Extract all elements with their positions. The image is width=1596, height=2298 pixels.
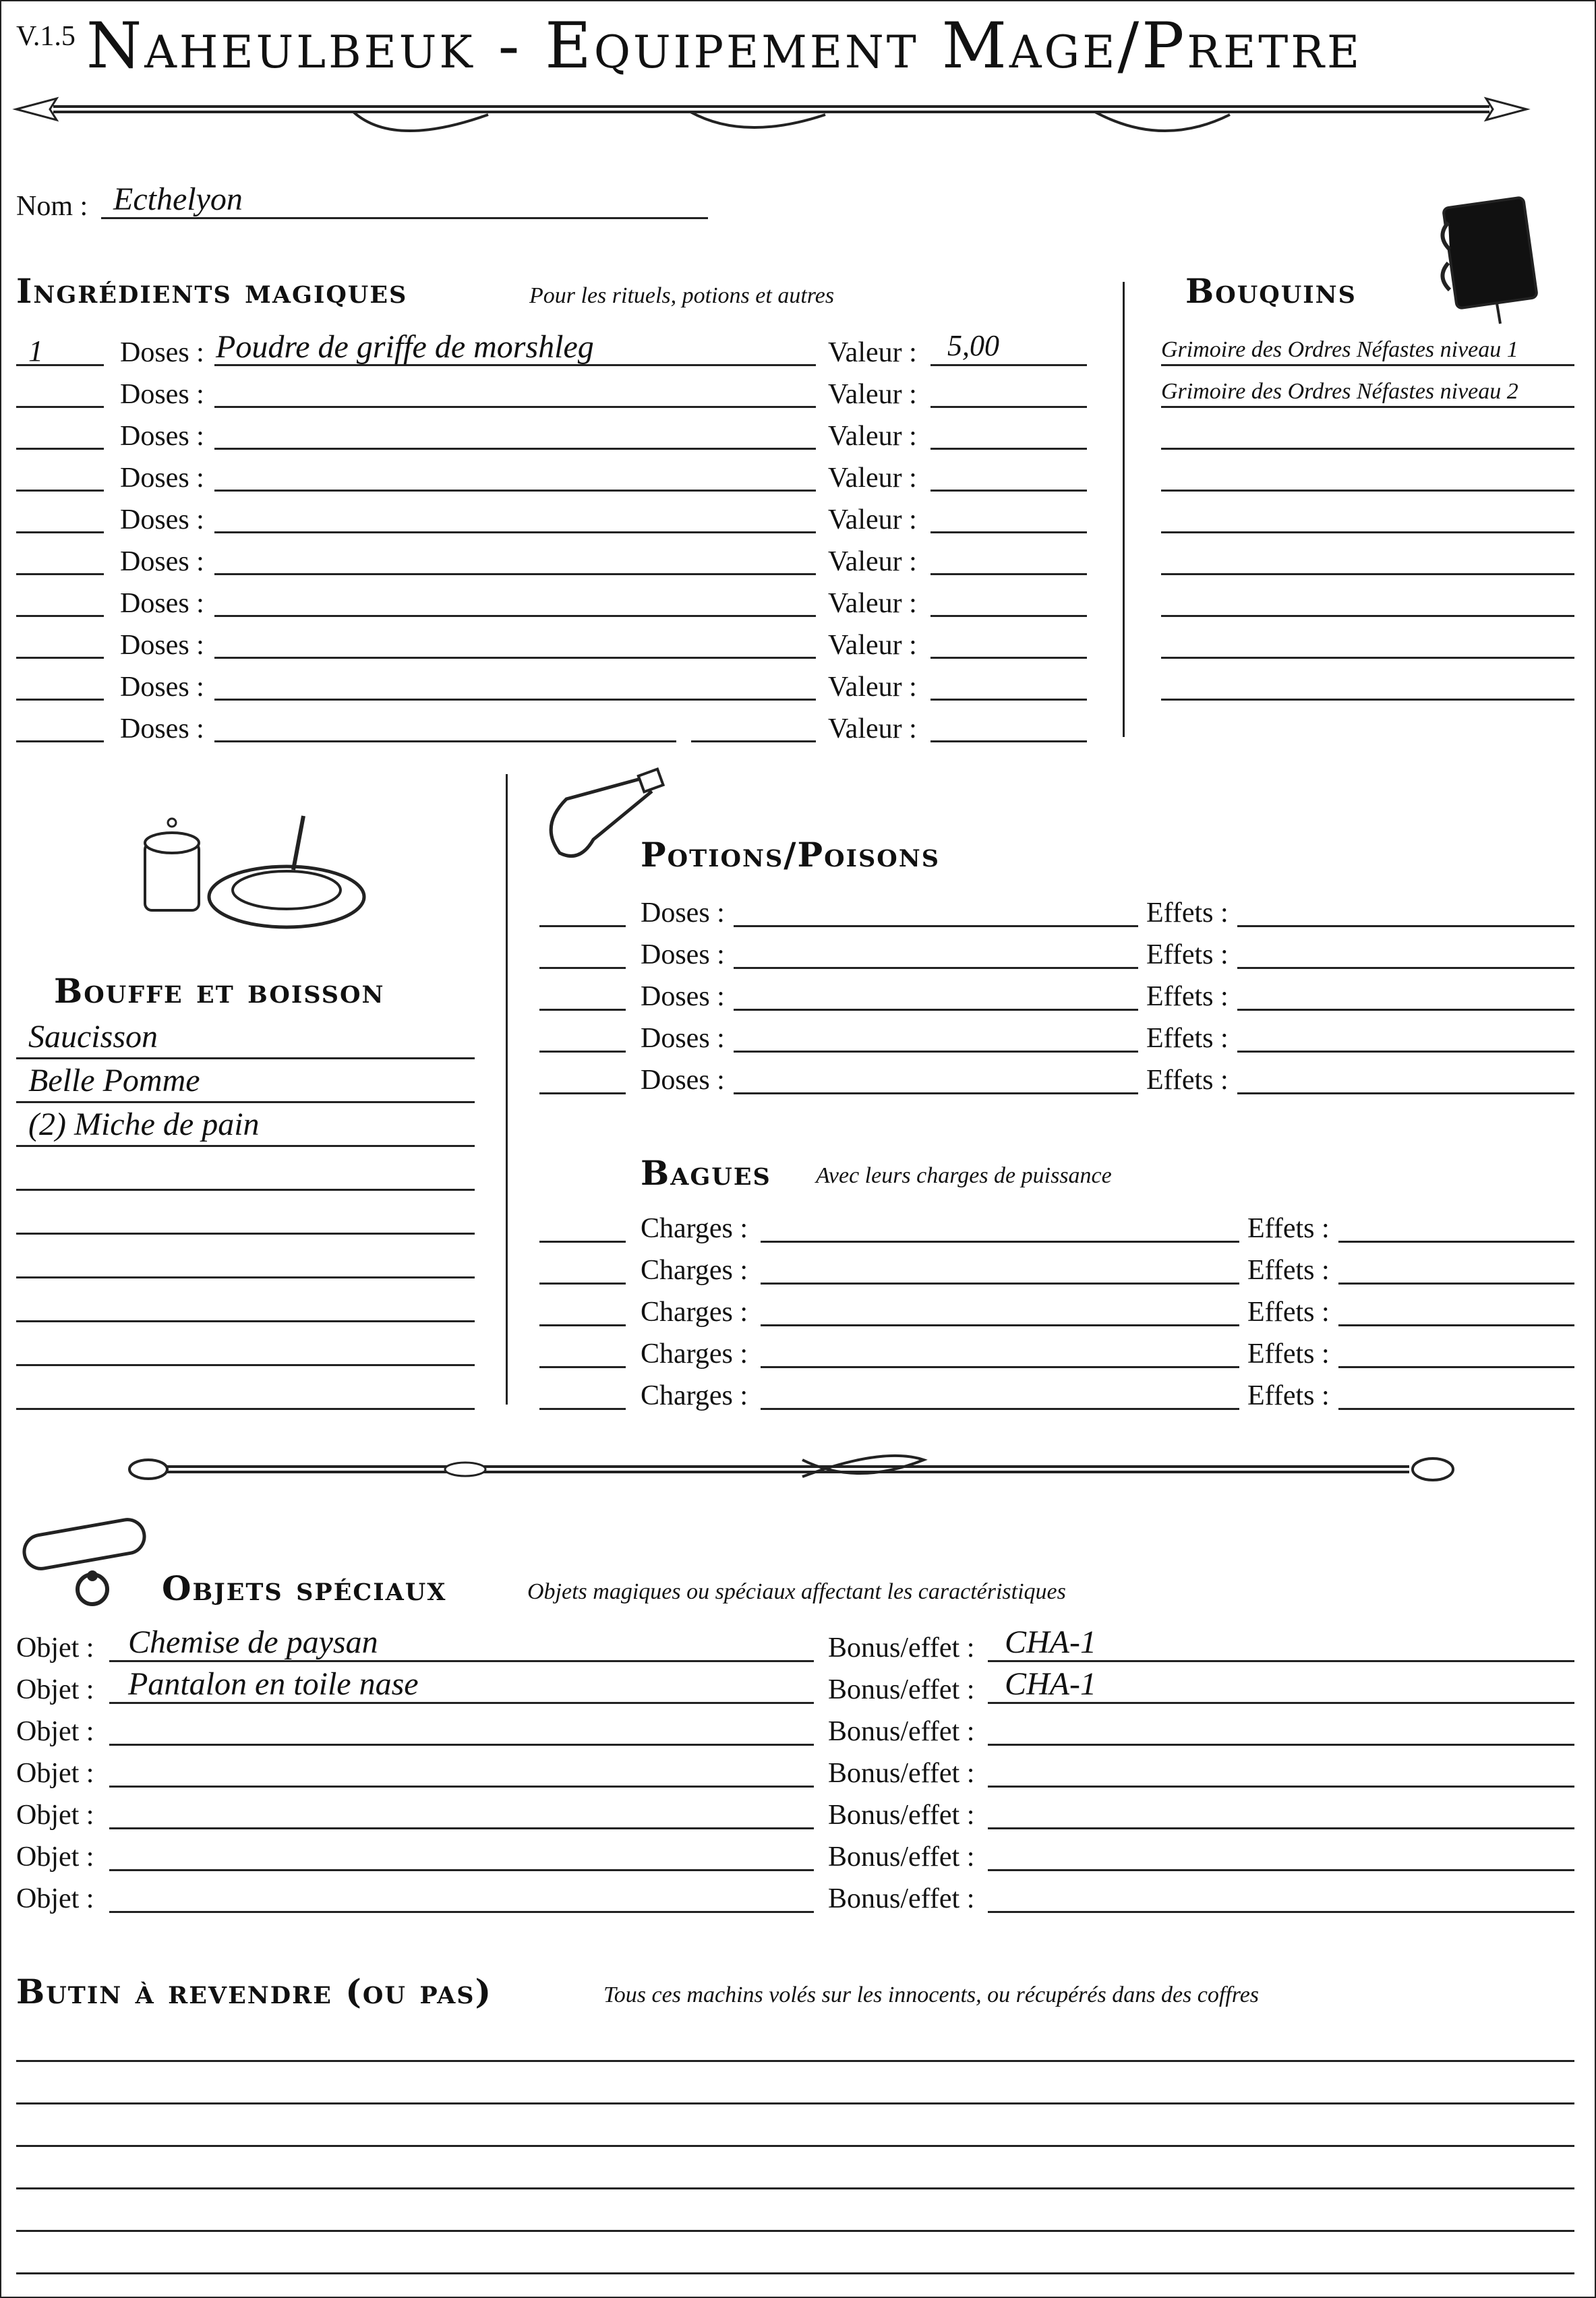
objet-bonus-label: Bonus/effet :	[828, 1758, 975, 1789]
ingredient-valeur-label: Valeur :	[828, 672, 917, 703]
bague-charges-label: Charges :	[641, 1297, 748, 1328]
objet-label: Objet :	[16, 1842, 94, 1873]
bague-qty-line	[539, 1366, 626, 1368]
objet-bonus-line	[988, 1660, 1574, 1662]
bouquin-entry[interactable]: Grimoire des Ordres Néfastes niveau 1	[1161, 337, 1518, 362]
bagues-title: Bagues	[641, 1153, 771, 1193]
bague-effets-label: Effets :	[1247, 1380, 1330, 1411]
bouquin-entry[interactable]: Grimoire des Ordres Néfastes niveau 2	[1161, 379, 1518, 404]
potion-name-line	[734, 967, 1138, 969]
bague-effets-line	[1338, 1241, 1574, 1243]
ingredient-doses-label: Doses :	[120, 504, 204, 535]
objet-bonus-line	[988, 1869, 1574, 1871]
bague-charges-line	[761, 1283, 1239, 1285]
bouffe-line	[16, 1057, 475, 1059]
bouffe-line	[16, 1408, 475, 1410]
potion-effets-label: Effets :	[1146, 981, 1229, 1012]
bouffe-line	[16, 1276, 475, 1278]
ingredient-name-line	[214, 615, 816, 617]
butin-subtitle: Tous ces machins volés sur les innocents, ou récupérés dans des coffres	[603, 1982, 1260, 2007]
bague-charges-label: Charges :	[641, 1255, 748, 1286]
objets-subtitle: Objets magiques ou spéciaux affectant les caractéristiques	[527, 1579, 1066, 1604]
potion-doses-label: Doses :	[641, 981, 725, 1012]
objet-bonus[interactable]: CHA-1	[1005, 1624, 1096, 1660]
objet-name-line	[109, 1786, 814, 1788]
bague-charges-label: Charges :	[641, 1213, 748, 1244]
objet-bonus-line	[988, 1827, 1574, 1829]
potion-qty-line	[539, 925, 626, 927]
potion-effets-label: Effets :	[1146, 1023, 1229, 1054]
bague-charges-label: Charges :	[641, 1380, 748, 1411]
bague-qty-line	[539, 1408, 626, 1410]
ingredient-name-line	[214, 740, 676, 742]
bague-effets-line	[1338, 1324, 1574, 1326]
ingredient-value-line	[930, 490, 1087, 492]
ingredient-value-line	[930, 699, 1087, 701]
potion-doses-label: Doses :	[641, 897, 725, 929]
ingredient-valeur-label: Valeur :	[828, 588, 917, 619]
butin-line	[16, 2060, 1574, 2062]
bouquins-title: Bouquins	[1185, 271, 1357, 311]
potion-doses-label: Doses :	[641, 1023, 725, 1054]
potion-effets-line	[1237, 1092, 1574, 1094]
book-icon	[1436, 196, 1551, 317]
ingredient-doses-label: Doses :	[120, 713, 204, 744]
staff-divider-icon	[128, 1446, 1456, 1494]
ingredient-valeur-label: Valeur :	[828, 463, 917, 494]
ingredient-name-line	[214, 657, 816, 659]
butin-line	[16, 2145, 1574, 2147]
version-label: V.1.5	[16, 21, 76, 52]
ingredient-value-line	[930, 740, 1087, 742]
objet-label: Objet :	[16, 1758, 94, 1789]
potion-effets-label: Effets :	[1146, 1065, 1229, 1096]
ingredient-name-line	[214, 573, 816, 575]
objet-label: Objet :	[16, 1716, 94, 1747]
objet-bonus-line	[988, 1911, 1574, 1913]
ingredient-name[interactable]: Poudre de griffe de morshleg	[216, 329, 594, 365]
ingredient-valeur-label: Valeur :	[828, 546, 917, 577]
ingredient-value-line	[930, 364, 1087, 366]
ingredient-doses-label: Doses :	[120, 630, 204, 661]
ingredients-subtitle: Pour les rituels, potions et autres	[529, 283, 835, 308]
butin-line	[16, 2272, 1574, 2274]
ingredient-valeur-label: Valeur :	[828, 379, 917, 410]
objet-bonus-label: Bonus/effet :	[828, 1883, 975, 1914]
bouffe-line	[16, 1364, 475, 1366]
bague-effets-label: Effets :	[1247, 1338, 1330, 1369]
name-value[interactable]: Ecthelyon	[113, 181, 243, 217]
objet-name-line	[109, 1744, 814, 1746]
ingredient-value-line	[930, 448, 1087, 450]
bague-charges-line	[761, 1408, 1239, 1410]
bague-charges-line	[761, 1241, 1239, 1243]
ingredient-value-line	[930, 573, 1087, 575]
objet-label: Objet :	[16, 1674, 94, 1705]
ingredient-valeur-label: Valeur :	[828, 713, 917, 744]
bague-effets-label: Effets :	[1247, 1213, 1330, 1244]
bouquin-line	[1161, 615, 1574, 617]
bouquin-line	[1161, 573, 1574, 575]
ingredient-qty-line	[16, 615, 104, 617]
bague-charges-label: Charges :	[641, 1338, 748, 1369]
butin-title: Butin à revendre (ou pas)	[16, 1972, 493, 2011]
ingredient-name-line	[691, 740, 816, 742]
objet-name-line	[109, 1660, 814, 1662]
ingredients-title: Ingrédients magiques	[16, 271, 408, 311]
bouquin-line	[1161, 490, 1574, 492]
objet-bonus-label: Bonus/effet :	[828, 1842, 975, 1873]
bouffe-title: Bouffe et boisson	[54, 971, 385, 1011]
bouquin-line	[1161, 448, 1574, 450]
objet-name[interactable]: Chemise de paysan	[128, 1624, 378, 1660]
ingredient-name-line	[214, 490, 816, 492]
food-plate-icon	[138, 802, 374, 937]
bouffe-entry[interactable]: Saucisson	[28, 1019, 158, 1055]
potion-effets-line	[1237, 1051, 1574, 1053]
potions-title: Potions/Poisons	[641, 835, 941, 875]
bouffe-entry[interactable]: Belle Pomme	[28, 1063, 200, 1098]
bouffe-line	[16, 1101, 475, 1103]
ingredient-value-line	[930, 615, 1087, 617]
ingredient-name-line	[214, 448, 816, 450]
potion-name-line	[734, 1009, 1138, 1011]
potion-effets-label: Effets :	[1146, 897, 1229, 929]
objet-name[interactable]: Pantalon en toile nase	[128, 1666, 419, 1702]
bouffe-line	[16, 1145, 475, 1147]
ingredient-doses-label: Doses :	[120, 546, 204, 577]
ingredient-doses-label: Doses :	[120, 672, 204, 703]
objets-title: Objets spéciaux	[162, 1568, 447, 1608]
butin-line	[16, 2187, 1574, 2189]
bouffe-line	[16, 1233, 475, 1235]
objet-bonus-line	[988, 1786, 1574, 1788]
ingredient-doses-label: Doses :	[120, 463, 204, 494]
scroll-ring-icon	[17, 1514, 152, 1612]
objet-bonus-line	[988, 1702, 1574, 1704]
potion-name-line	[734, 925, 1138, 927]
bague-charges-line	[761, 1366, 1239, 1368]
potion-name-line	[734, 1051, 1138, 1053]
objet-bonus-line	[988, 1744, 1574, 1746]
bouffe-entry[interactable]: (2) Miche de pain	[28, 1107, 260, 1142]
bouquin-line	[1161, 657, 1574, 659]
ingredient-name-line	[214, 531, 816, 533]
potion-qty-line	[539, 1009, 626, 1011]
bagues-subtitle: Avec leurs charges de puissance	[816, 1163, 1112, 1188]
potion-qty-line	[539, 1051, 626, 1053]
objet-label: Objet :	[16, 1883, 94, 1914]
ingredient-value-line	[930, 406, 1087, 408]
butin-line	[16, 2230, 1574, 2232]
ingredient-qty-line	[16, 448, 104, 450]
page-title: Naheulbeuk - Equipement Mage/Pretre	[86, 9, 1363, 83]
ingredient-valeur-label: Valeur :	[828, 337, 917, 368]
ingredient-valeur-label: Valeur :	[828, 421, 917, 452]
ingredient-value[interactable]: 5,00	[947, 329, 999, 362]
ingredient-qty-line	[16, 740, 104, 742]
bague-effets-line	[1338, 1366, 1574, 1368]
ingredient-doses-label: Doses :	[120, 337, 204, 368]
objet-name-line	[109, 1702, 814, 1704]
potion-qty-line	[539, 1092, 626, 1094]
bague-qty-line	[539, 1324, 626, 1326]
objet-name-line	[109, 1911, 814, 1913]
bouquin-line	[1161, 364, 1574, 366]
bouffe-line	[16, 1320, 475, 1322]
bague-charges-line	[761, 1324, 1239, 1326]
ingredient-qty-line	[16, 531, 104, 533]
objet-label: Objet :	[16, 1632, 94, 1663]
butin-line	[16, 2102, 1574, 2104]
ingredient-qty-line	[16, 490, 104, 492]
objet-name-line	[109, 1827, 814, 1829]
ingredient-qty-line	[16, 699, 104, 701]
ingredient-qty-line	[16, 364, 104, 366]
ingredient-qty-line	[16, 406, 104, 408]
potion-effets-line	[1237, 925, 1574, 927]
objet-bonus-label: Bonus/effet :	[828, 1674, 975, 1705]
bouquin-line	[1161, 531, 1574, 533]
ingredient-valeur-label: Valeur :	[828, 504, 917, 535]
ingredient-value-line	[930, 531, 1087, 533]
ingredient-qty[interactable]: 1	[28, 334, 43, 367]
potion-effets-line	[1237, 967, 1574, 969]
objet-bonus-label: Bonus/effet :	[828, 1632, 975, 1663]
potion-doses-label: Doses :	[641, 1065, 725, 1096]
ingredient-doses-label: Doses :	[120, 379, 204, 410]
bague-qty-line	[539, 1241, 626, 1243]
potion-effets-label: Effets :	[1146, 939, 1229, 970]
bouffe-line	[16, 1189, 475, 1191]
ingredient-qty-line	[16, 657, 104, 659]
objet-name-line	[109, 1869, 814, 1871]
ingredient-name-line	[214, 364, 816, 366]
ingredient-name-line	[214, 699, 816, 701]
spear-divider-icon	[16, 88, 1527, 148]
ingredient-doses-label: Doses :	[120, 588, 204, 619]
bague-qty-line	[539, 1283, 626, 1285]
potion-doses-label: Doses :	[641, 939, 725, 970]
bouquin-line	[1161, 406, 1574, 408]
objet-bonus[interactable]: CHA-1	[1005, 1666, 1096, 1702]
objet-bonus-label: Bonus/effet :	[828, 1716, 975, 1747]
bague-effets-label: Effets :	[1247, 1255, 1330, 1286]
ingredient-valeur-label: Valeur :	[828, 630, 917, 661]
bague-effets-label: Effets :	[1247, 1297, 1330, 1328]
objet-bonus-label: Bonus/effet :	[828, 1800, 975, 1831]
potion-qty-line	[539, 967, 626, 969]
bague-effets-line	[1338, 1408, 1574, 1410]
potion-name-line	[734, 1092, 1138, 1094]
ingredient-qty-line	[16, 573, 104, 575]
name-label: Nom :	[16, 191, 88, 222]
potion-effets-line	[1237, 1009, 1574, 1011]
objet-label: Objet :	[16, 1800, 94, 1831]
ingredient-value-line	[930, 657, 1087, 659]
bouquin-line	[1161, 699, 1574, 701]
bague-effets-line	[1338, 1283, 1574, 1285]
ingredient-doses-label: Doses :	[120, 421, 204, 452]
ingredient-name-line	[214, 406, 816, 408]
